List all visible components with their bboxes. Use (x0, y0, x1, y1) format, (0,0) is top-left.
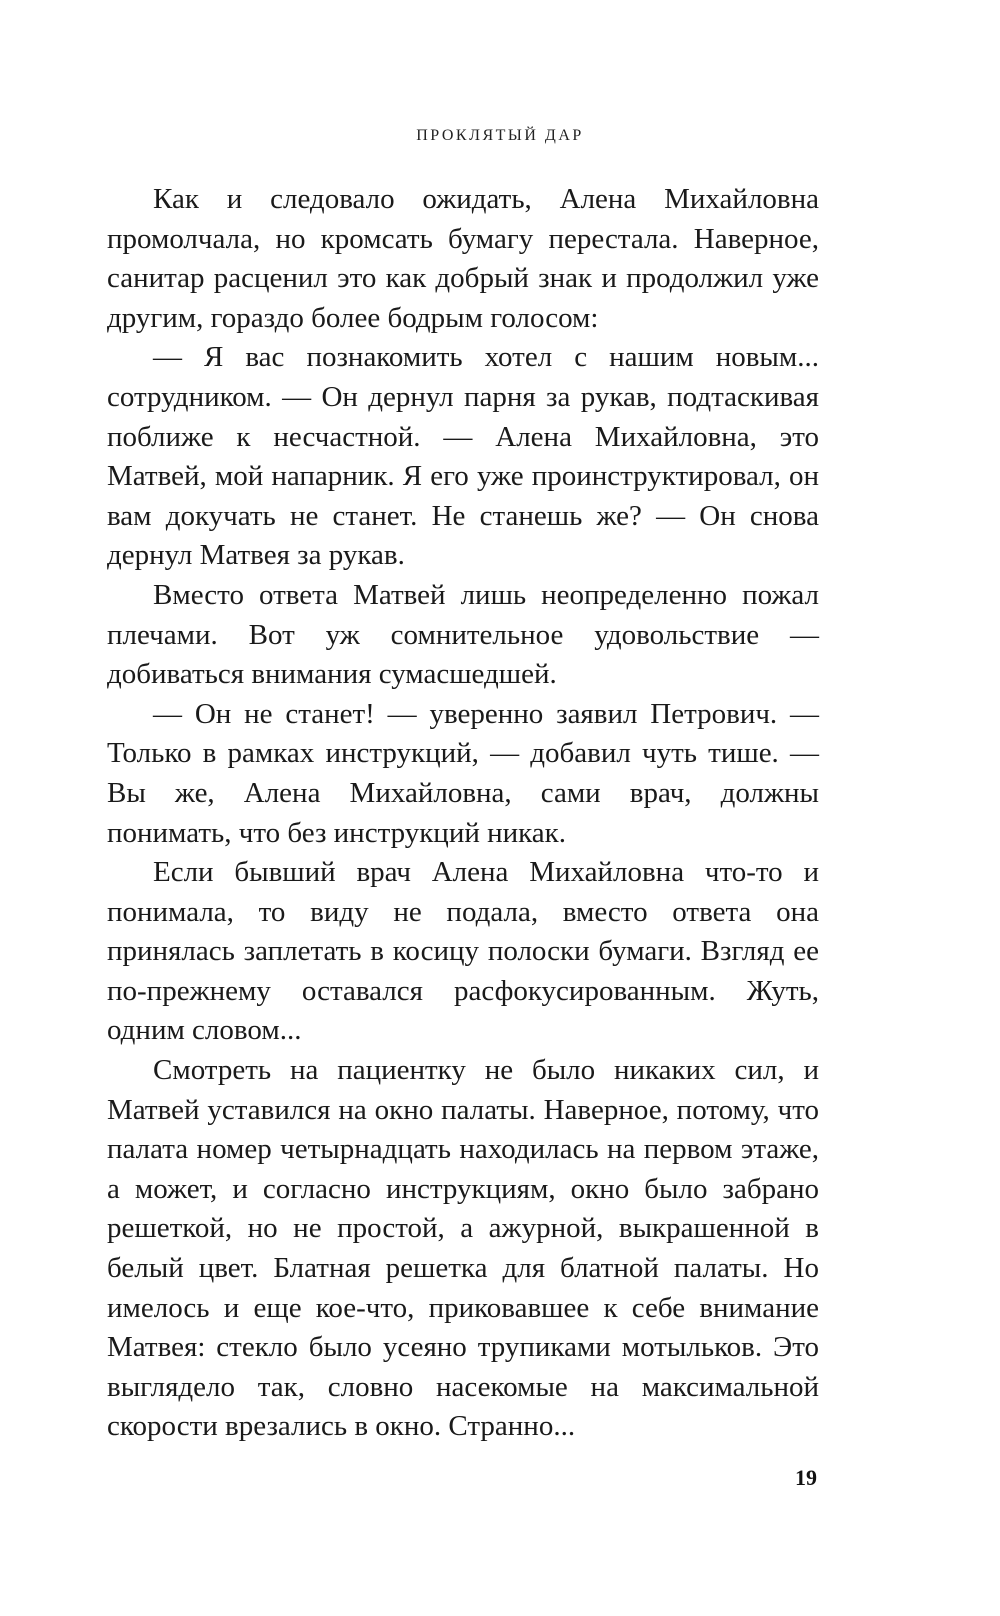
paragraph-5: Если бывший врач Алена Михайловна что-то и понимала, то виду не подала, вместо ответа она принялась заплетать в косицу полоски бумаги. Взгляд ее по-прежнему оставался расфокусированным. Жуть, одним словом... (107, 856, 819, 1047)
running-head: ПРОКЛЯТЫЙ ДАР (416, 127, 584, 144)
paragraph-6: Смотреть на пациентку не было никаких сил, и Матвей уставился на окно палаты. Наверное, потому, что палата номер четырнадцать находилась на первом этаже, а может, и согласно инструкциям, окно было забрано решеткой, но не простой, а ажурной, выкрашенной в белый цвет. Блатная решетка для блатной палаты. Но имелось и еще кое-что, приковавшее к себе внимание Матвея: стекло было усеяно трупиками мотыльков. Это выглядело так, словно насекомые на максимальной скорости врезались в окно. Странно... (107, 1054, 819, 1443)
paragraph-3: Вместо ответа Матвей лишь неопределенно пожал плечами. Вот уж сомнительное удовольствие — добиваться внимания сумасшедшей. (107, 578, 819, 691)
body-text (107, 180, 819, 1447)
paragraph-1: Как и следовало ожидать, Алена Михайловна промолчала, но кромсать бумагу перестала. Наверное, санитар расценил это как добрый знак и продолжил уже другим, гораздо более бодрым голосом: (107, 183, 819, 334)
paragraph-4: — Он не станет! — уверенно заявил Петрович. — Только в рамках инструкций, — добавил чуть тише. — Вы же, Алена Михайловна, сами врач, должны понимать, что без инструкций никак. (107, 697, 819, 849)
paragraph-2: — Я вас познакомить хотел с нашим новым... сотрудником. — Он дернул парня за рукав, подтаскивая поближе к несчастной. — Алена Михайловна, это Матвей, мой напарник. Я его уже проинструктировал, он вам докучать не станет. Не станешь же? — Он снова дернул Матвея за рукав. (107, 341, 819, 572)
page-number: 19 (795, 1465, 817, 1490)
